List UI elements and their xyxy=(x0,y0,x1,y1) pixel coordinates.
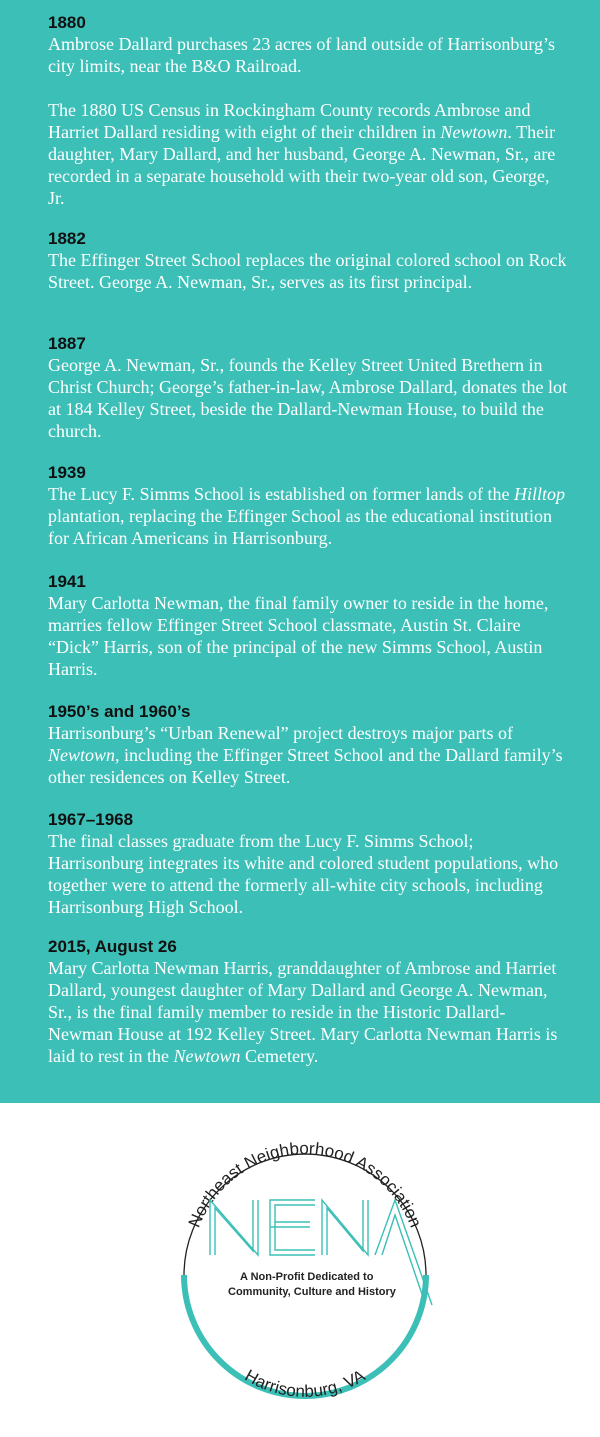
paragraph-text: Ambrose Dallard purchases 23 acres of land outside of Harrisonburg’s city limits, near the B&O Railroad. xyxy=(48,34,556,76)
entry-paragraph xyxy=(48,592,568,680)
italic-term: Newtown xyxy=(48,745,116,765)
paragraph-text: The Lucy F. Simms School is established on former lands of the xyxy=(48,484,514,504)
entry-text xyxy=(48,33,568,209)
timeline-entry xyxy=(48,937,568,1067)
paragraph-text: Cemetery. xyxy=(240,1046,319,1066)
entry-text xyxy=(48,830,568,918)
timeline-entry xyxy=(48,13,568,209)
entry-paragraph xyxy=(48,722,568,788)
entry-year: 1882 xyxy=(48,229,86,248)
entry-text xyxy=(48,249,568,293)
entry-paragraph xyxy=(48,249,568,293)
entry-paragraph xyxy=(48,33,568,77)
timeline-entry xyxy=(48,702,568,788)
timeline-entry xyxy=(48,334,568,442)
entry-year: 1887 xyxy=(48,334,86,353)
paragraph-text: plantation, replacing the Effinger School as the educational institution for African Americans in Harrisonburg. xyxy=(48,506,553,548)
paragraph-text: Mary Carlotta Newman, the final family owner to reside in the home, marries fellow Effinger Street School classmate, Austin St. Claire “Dick” Harris, son of the principal of the new Simms School, Austin Harris. xyxy=(48,593,549,679)
nena-logo xyxy=(170,1115,440,1435)
entry-text xyxy=(48,722,568,788)
paragraph-text: . Their daughter, Mary Dallard, and her husband, George A. Newman, Sr., are recorded in a separate household with their two-year old son, George, Jr. xyxy=(48,122,556,208)
paragraph-text: George A. Newman, Sr., founds the Kelley Street United Brethern in Christ Church; George’s father-in-law, Ambrose Dallard, donates the lot at 184 Kelley Street, beside the Dallard-Newman House, to build the church. xyxy=(48,355,568,441)
italic-term: Newtown xyxy=(440,122,508,142)
timeline-entry xyxy=(48,229,568,293)
paragraph-text: Mary Carlotta Newman Harris, granddaughter of Ambrose and Harriet Dallard, youngest daughter of Mary Dallard and George A. Newman, Sr., is the final family member to reside in the Historic Dallard-Newman House at 192 Kelley Street. Mary Carlotta Newman Harris is laid to rest in the xyxy=(48,958,558,1066)
entry-paragraph xyxy=(48,957,568,1067)
entry-year: 1880 xyxy=(48,13,86,32)
entry-paragraph xyxy=(48,99,568,209)
logo-tagline-2: Community, Culture and History xyxy=(228,1286,396,1298)
entry-paragraph xyxy=(48,483,568,549)
paragraph-text: The Effinger Street School replaces the original colored school on Rock Street. George A. Newman, Sr., serves as its first principal. xyxy=(48,250,567,292)
paragraph-text: Harrisonburg’s “Urban Renewal” project destroys major parts of xyxy=(48,723,514,743)
entry-paragraph xyxy=(48,830,568,918)
paragraph-text: The final classes graduate from the Lucy F. Simms School; Harrisonburg integrates its white and colored student populations, who together were to attend the formerly all-white city schools, including Harrisonburg High School. xyxy=(48,831,559,917)
logo-tagline-1: A Non-Profit Dedicated to xyxy=(240,1271,374,1283)
entry-year: 2015, August 26 xyxy=(48,937,177,956)
timeline-entry xyxy=(48,463,568,549)
italic-term: Hilltop xyxy=(514,484,566,504)
paragraph-text: , including the Effinger Street School and the Dallard family’s other residences on Kelley Street. xyxy=(48,745,563,787)
logo-arc-bottom-text: Harrisonburg, VA xyxy=(241,1365,369,1401)
entry-text xyxy=(48,483,568,549)
timeline-entry xyxy=(48,810,568,918)
timeline-entry xyxy=(48,572,568,680)
italic-term: Newtown xyxy=(173,1046,241,1066)
entry-paragraph xyxy=(48,354,568,442)
entry-year: 1950’s and 1960’s xyxy=(48,702,191,721)
entry-text xyxy=(48,354,568,442)
entry-text xyxy=(48,957,568,1067)
entry-year: 1941 xyxy=(48,572,86,591)
entry-year: 1939 xyxy=(48,463,86,482)
paragraph-text: The 1880 US Census in Rockingham County records Ambrose and Harriet Dallard residing with eight of their children in xyxy=(48,100,531,142)
logo-arc-top-text: Northeast Neighborhood Association xyxy=(184,1138,426,1231)
entry-text xyxy=(48,592,568,680)
entry-year: 1967–1968 xyxy=(48,810,134,829)
